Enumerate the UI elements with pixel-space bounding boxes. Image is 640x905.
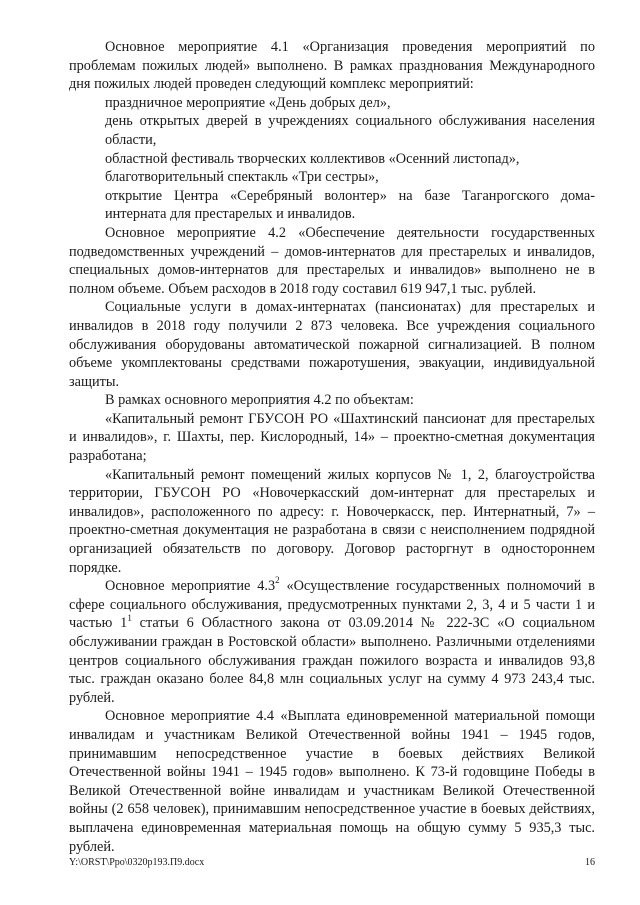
paragraph-4-3 [69,577,595,707]
paragraph-4-2: Основное мероприятие 4.2 «Обеспечение деятельности государственных подведомственных учреждений – домов-интернатов для престарелых и инвалидов, специальных домов-интернатов для престарелых и инвалидов» выполнено не в полном объеме. Объем расходов в 2018 году составил 619 947,1 тыс. рублей. [69,224,595,297]
document-body [69,38,595,856]
footer-file-path: Y:\ORST\Ppo\0320p193.П9.docx [69,857,205,868]
page-footer [69,857,595,871]
paragraph-4-2-objects: В рамках основного мероприятия 4.2 по объектам: [105,392,414,409]
list-item-event-3: областной фестиваль творческих коллективов «Осенний листопад», [105,150,520,167]
list-item-event-4: благотворительный спектакль «Три сестры», [105,169,379,186]
list-item-event-2: день открытых дверей в учреждениях социального обслуживания населения области, [105,113,595,148]
p43-part-c: статьи 6 Областного закона от 03.09.2014 № 222-ЗС «О социальном обслуживании граждан в Ростовской области» выполнено. Различными отделениями центров социального обслуживания граждан пожилого возраста и инвалидов 93,8 тыс. граждан оказано более 84,8 млн социальных услуг на сумму 4 973 243,4 тыс. рублей. [69,615,595,706]
paragraph-4-1: Основное мероприятие 4.1 «Организация проведения мероприятий по проблемам пожилых людей» выполнено. В рамках празднования Международного дня пожилых людей проведен следующий комплекс мероприятий: [69,39,595,93]
paragraph-4-4: Основное мероприятие 4.4 «Выплата единовременной материальной помощи инвалидам и участникам Великой Отечественной войны 1941 – 1945 годов, принимавшим непосредственное участие в боевых действиях Великой Отечественной войны 1941 – 1945 годов» выполнено. К 73-й годовщине Победы в Великой Отечественной войне инвалидам и участникам Великой Отечественной войны (2 658 человек), принимавшим непосредственное участие в боевых действиях, выплачена единовременная материальная помощь на общую сумму 5 935,3 тыс. рублей. [69,708,595,855]
paragraph-shakhty-repair: «Капитальный ремонт ГБУСОН РО «Шахтинский пансионат для престарелых и инвалидов», г. Шахты, пер. Кислородный, 14» – проектно-сметная документация разработана; [69,410,595,465]
p43-superscript-1: 2 [275,575,280,586]
list-item-event-1: праздничное мероприятие «День добрых дел», [105,94,391,111]
paragraph-social-services: Социальные услуги в домах-интернатах (пансионатах) для престарелых и инвалидов в 2018 году получили 2 873 человека. Все учреждения социального обслуживания оборудованы автоматической пожарной сигнализацией. В полном объеме укомплектованы средствами пожаротушения, эвакуации, индивидуальной защиты. [69,299,595,390]
page-number: 16 [585,857,595,868]
p43-part-b: «Осуществление государственных полномочий в сфере социального обслуживания, предусмотренных пунктами 2, 3, 4 и 5 части 1 и частью 1 [69,578,595,632]
p43-part-a: Основное мероприятие 4.3 [105,578,276,595]
list-item-event-5: открытие Центра «Серебряный волонтер» на базе Таганрогского дома-интерната для престарелых и инвалидов. [105,187,595,223]
p43-superscript-2: 1 [127,612,132,623]
paragraph-novocherkassk-repair: «Капитальный ремонт помещений жилых корпусов № 1, 2, благоустройства территории, ГБУСОН РО «Новочеркасский дом-интернат для престарелых и инвалидов», расположенного по адресу: г. Новочеркасск, пер. Интернатный, 7» – проектно-сметная документация не разработана в связи с неисполнением подрядной организацией обязательств по договору. Договор расторгнут в одностороннем порядке. [69,466,595,576]
